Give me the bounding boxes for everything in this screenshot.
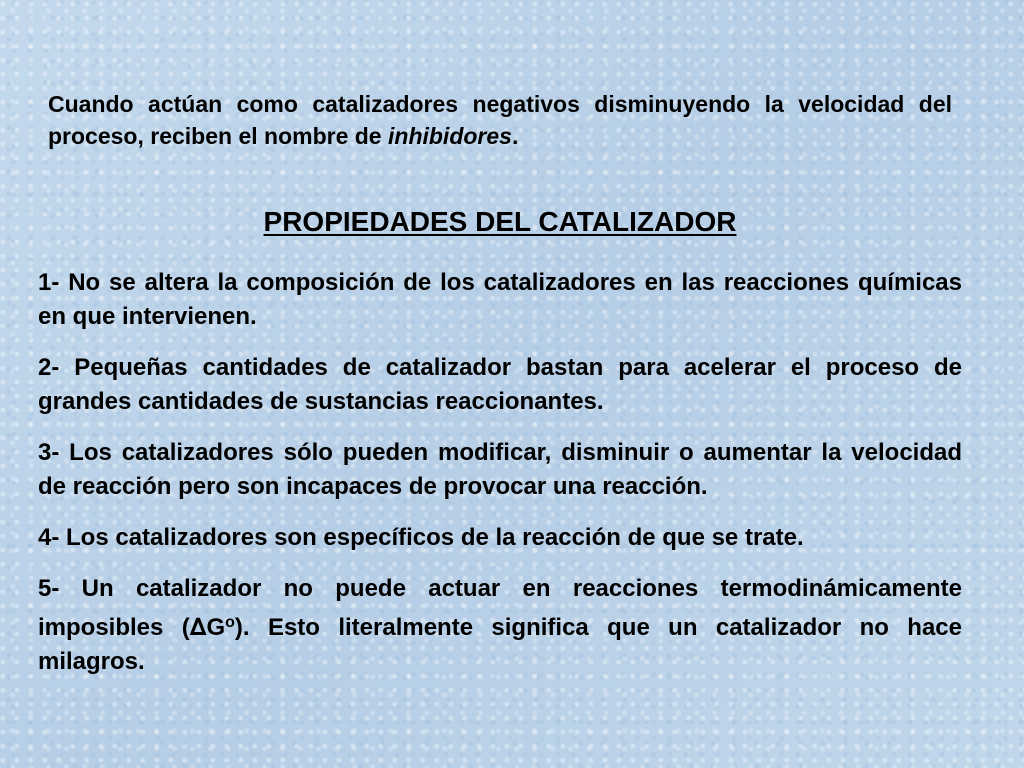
delta-symbol: ∆	[189, 613, 207, 641]
intro-text: Cuando actúan como catalizadores negativos disminuyendo la velocidad del proceso, reciben el nombre de	[48, 91, 952, 149]
list-item-1: 1- No se altera la composición de los catalizadores en las reacciones químicas en que intervienen.	[38, 269, 962, 330]
degree-mark: o	[225, 614, 235, 631]
item5-before: 5- Un catalizador no puede actuar en reacciones termodinámicamente imposibles (	[38, 575, 962, 641]
section-heading: PROPIEDADES DEL CATALIZADOR	[263, 206, 737, 237]
properties-list	[38, 266, 962, 679]
intro-paragraph	[48, 88, 952, 152]
list-item-3: 3- Los catalizadores sólo pueden modificar, disminuir o aumentar la velocidad de reacción pero son incapaces de provocar una reacción.	[38, 439, 962, 500]
gibbs-g: G	[206, 614, 226, 641]
list-item-2: 2- Pequeñas cantidades de catalizador bastan para acelerar el proceso de grandes cantidades de sustancias reaccionantes.	[38, 354, 962, 415]
item5-after: ). Esto literalmente significa que un catalizador no hace milagros.	[38, 614, 962, 675]
intro-end: .	[511, 123, 519, 149]
intro-italic-term: inhibidores	[388, 123, 512, 149]
list-item-5	[38, 572, 962, 679]
list-item-4: 4- Los catalizadores son específicos de la reacción de que se trate.	[38, 524, 804, 551]
